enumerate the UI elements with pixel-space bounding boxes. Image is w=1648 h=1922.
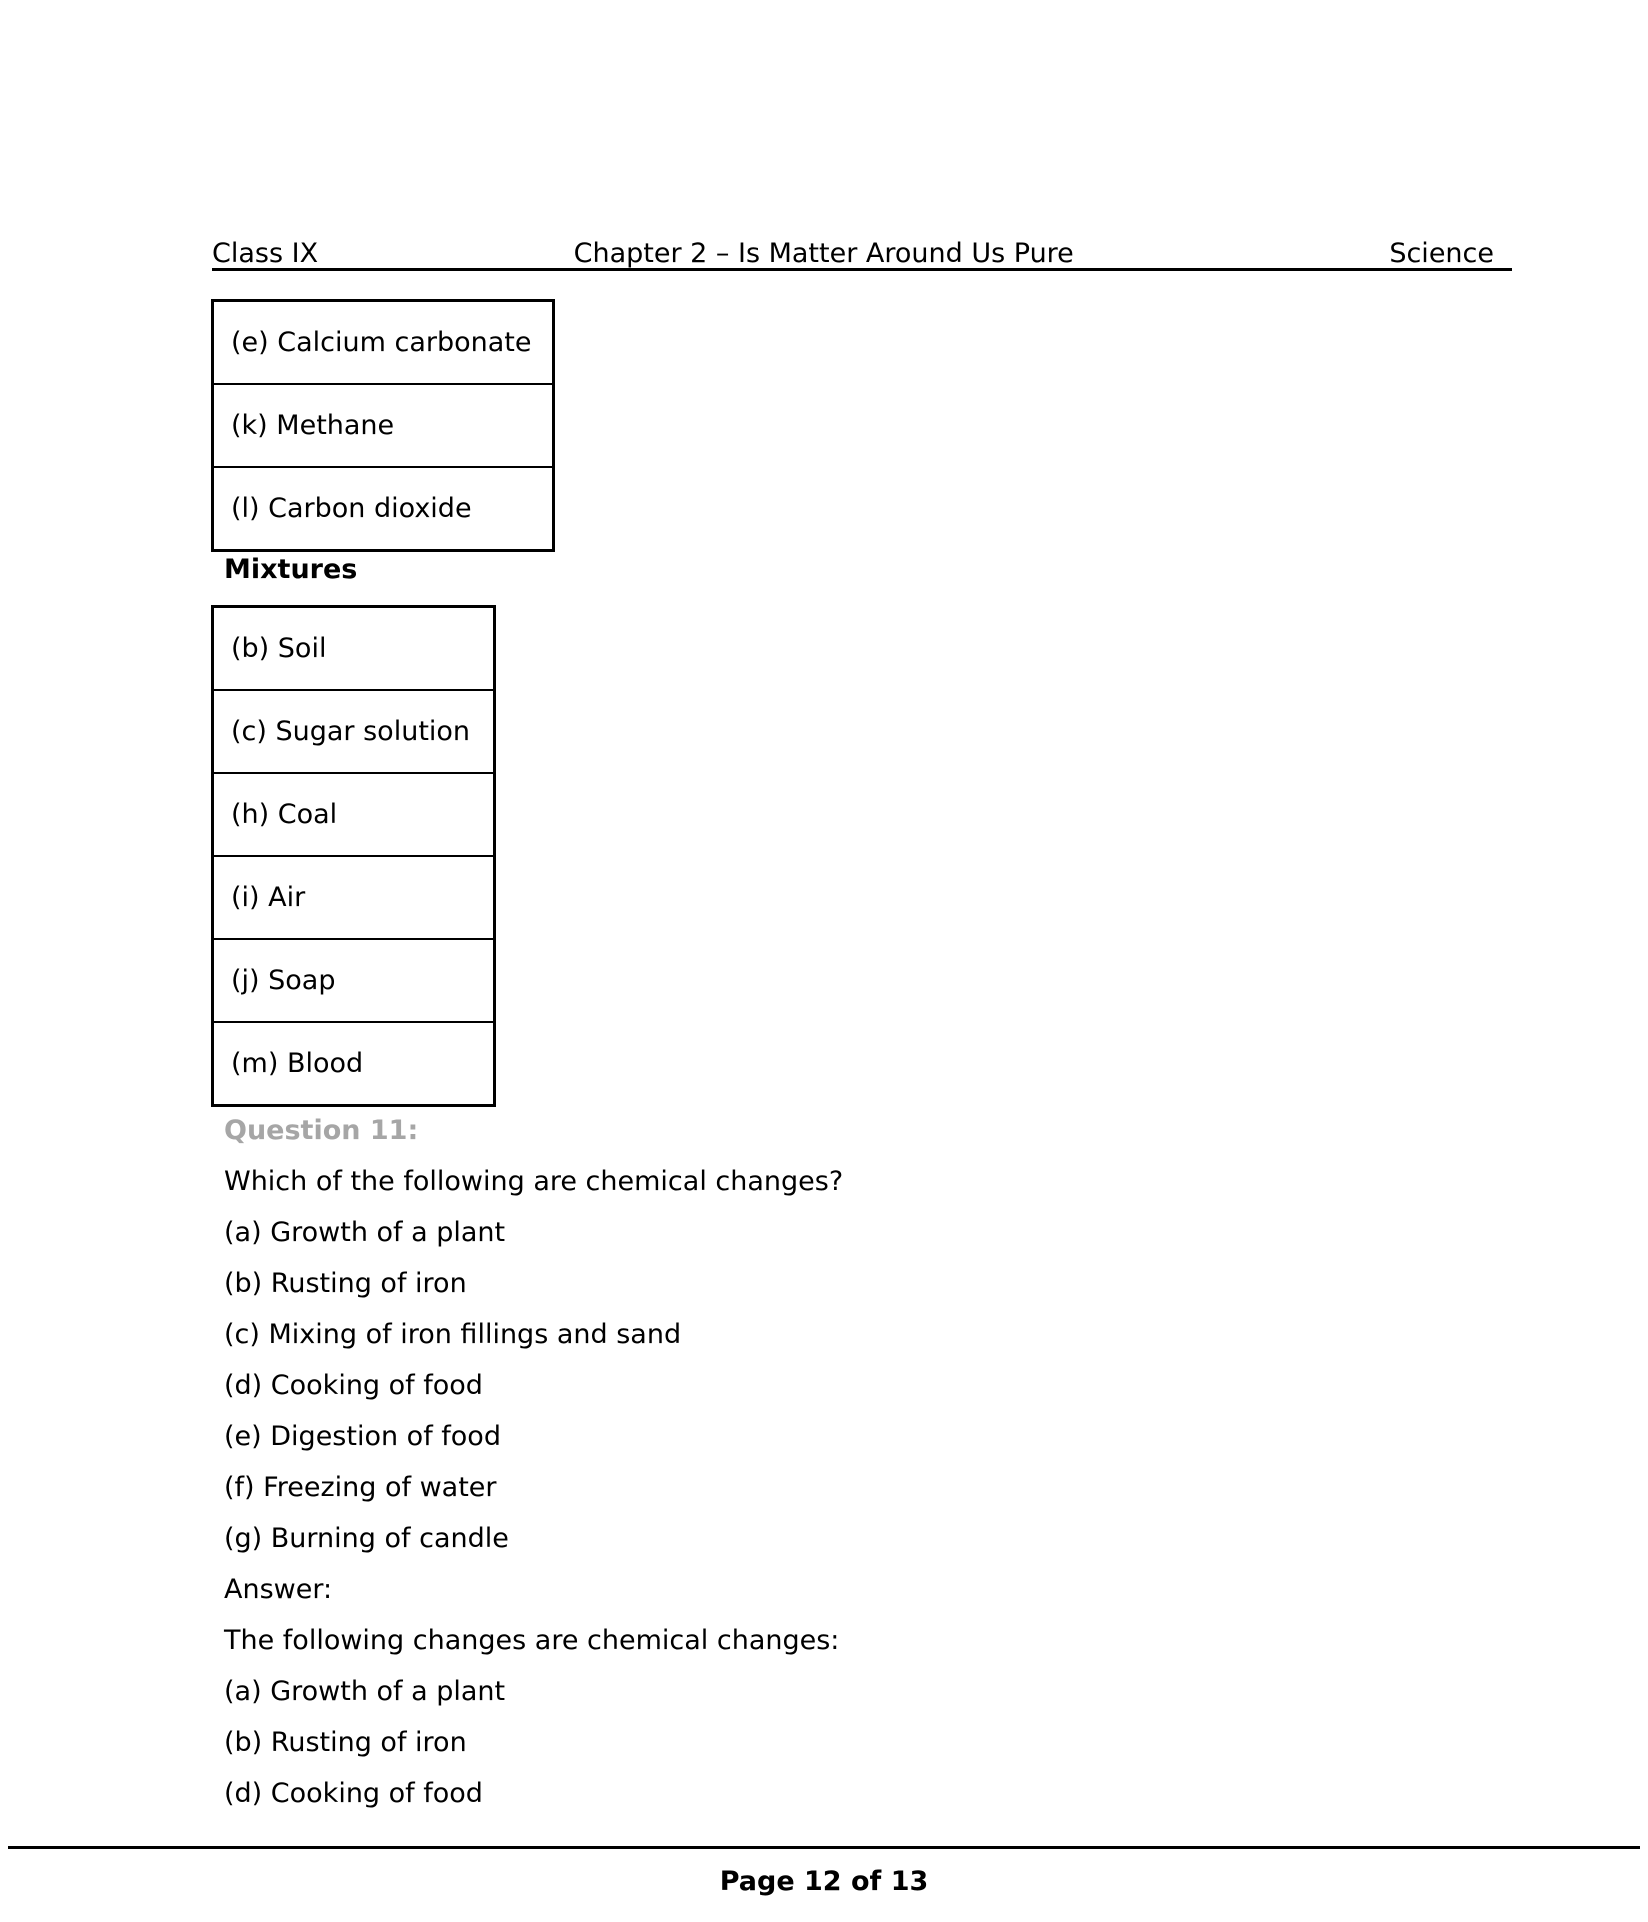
question-block xyxy=(224,1105,1464,1819)
compounds-table xyxy=(211,299,555,552)
mixtures-heading: Mixtures xyxy=(224,554,358,585)
table-cell: (b) Soil xyxy=(213,607,495,691)
table-row xyxy=(213,1022,495,1106)
question-option: (g) Burning of candle xyxy=(224,1523,509,1554)
question-option: (d) Cooking of food xyxy=(224,1370,483,1401)
page-number: Page 12 of 13 xyxy=(719,1866,929,1897)
table-row xyxy=(213,384,554,467)
mixtures-table xyxy=(211,605,496,1107)
question-option: (b) Rusting of iron xyxy=(224,1268,467,1299)
table-cell: (m) Blood xyxy=(213,1022,495,1106)
answer-item: (d) Cooking of food xyxy=(224,1778,483,1809)
table-row xyxy=(213,856,495,939)
table-row xyxy=(213,607,495,691)
table-cell: (l) Carbon dioxide xyxy=(213,467,554,551)
header-subject-label: Science xyxy=(1389,237,1494,269)
question-option: (c) Mixing of iron fillings and sand xyxy=(224,1319,682,1350)
question-option: (f) Freezing of water xyxy=(224,1472,497,1503)
table-row xyxy=(213,301,554,385)
header-class-label: Class IX xyxy=(212,237,319,269)
question-label: Question 11: xyxy=(224,1115,419,1146)
answer-item: (a) Growth of a plant xyxy=(224,1676,506,1707)
header-chapter-title: Chapter 2 – Is Matter Around Us Pure xyxy=(573,237,1074,269)
question-option: (e) Digestion of food xyxy=(224,1421,501,1452)
question-prompt: Which of the following are chemical changes? xyxy=(224,1166,844,1197)
question-option: (a) Growth of a plant xyxy=(224,1217,506,1248)
answer-intro: The following changes are chemical changes: xyxy=(224,1625,840,1656)
table-row xyxy=(213,773,495,856)
table-cell: (e) Calcium carbonate xyxy=(213,301,554,385)
table-row xyxy=(213,690,495,773)
table-cell: (j) Soap xyxy=(213,939,495,1022)
table-cell: (c) Sugar solution xyxy=(213,690,495,773)
document-header xyxy=(212,222,1512,271)
table-cell: (i) Air xyxy=(213,856,495,939)
answer-label: Answer: xyxy=(224,1574,333,1605)
answer-item: (b) Rusting of iron xyxy=(224,1727,467,1758)
document-footer xyxy=(8,1846,1640,1897)
table-cell: (k) Methane xyxy=(213,384,554,467)
table-row xyxy=(213,939,495,1022)
table-cell: (h) Coal xyxy=(213,773,495,856)
table-row xyxy=(213,467,554,551)
